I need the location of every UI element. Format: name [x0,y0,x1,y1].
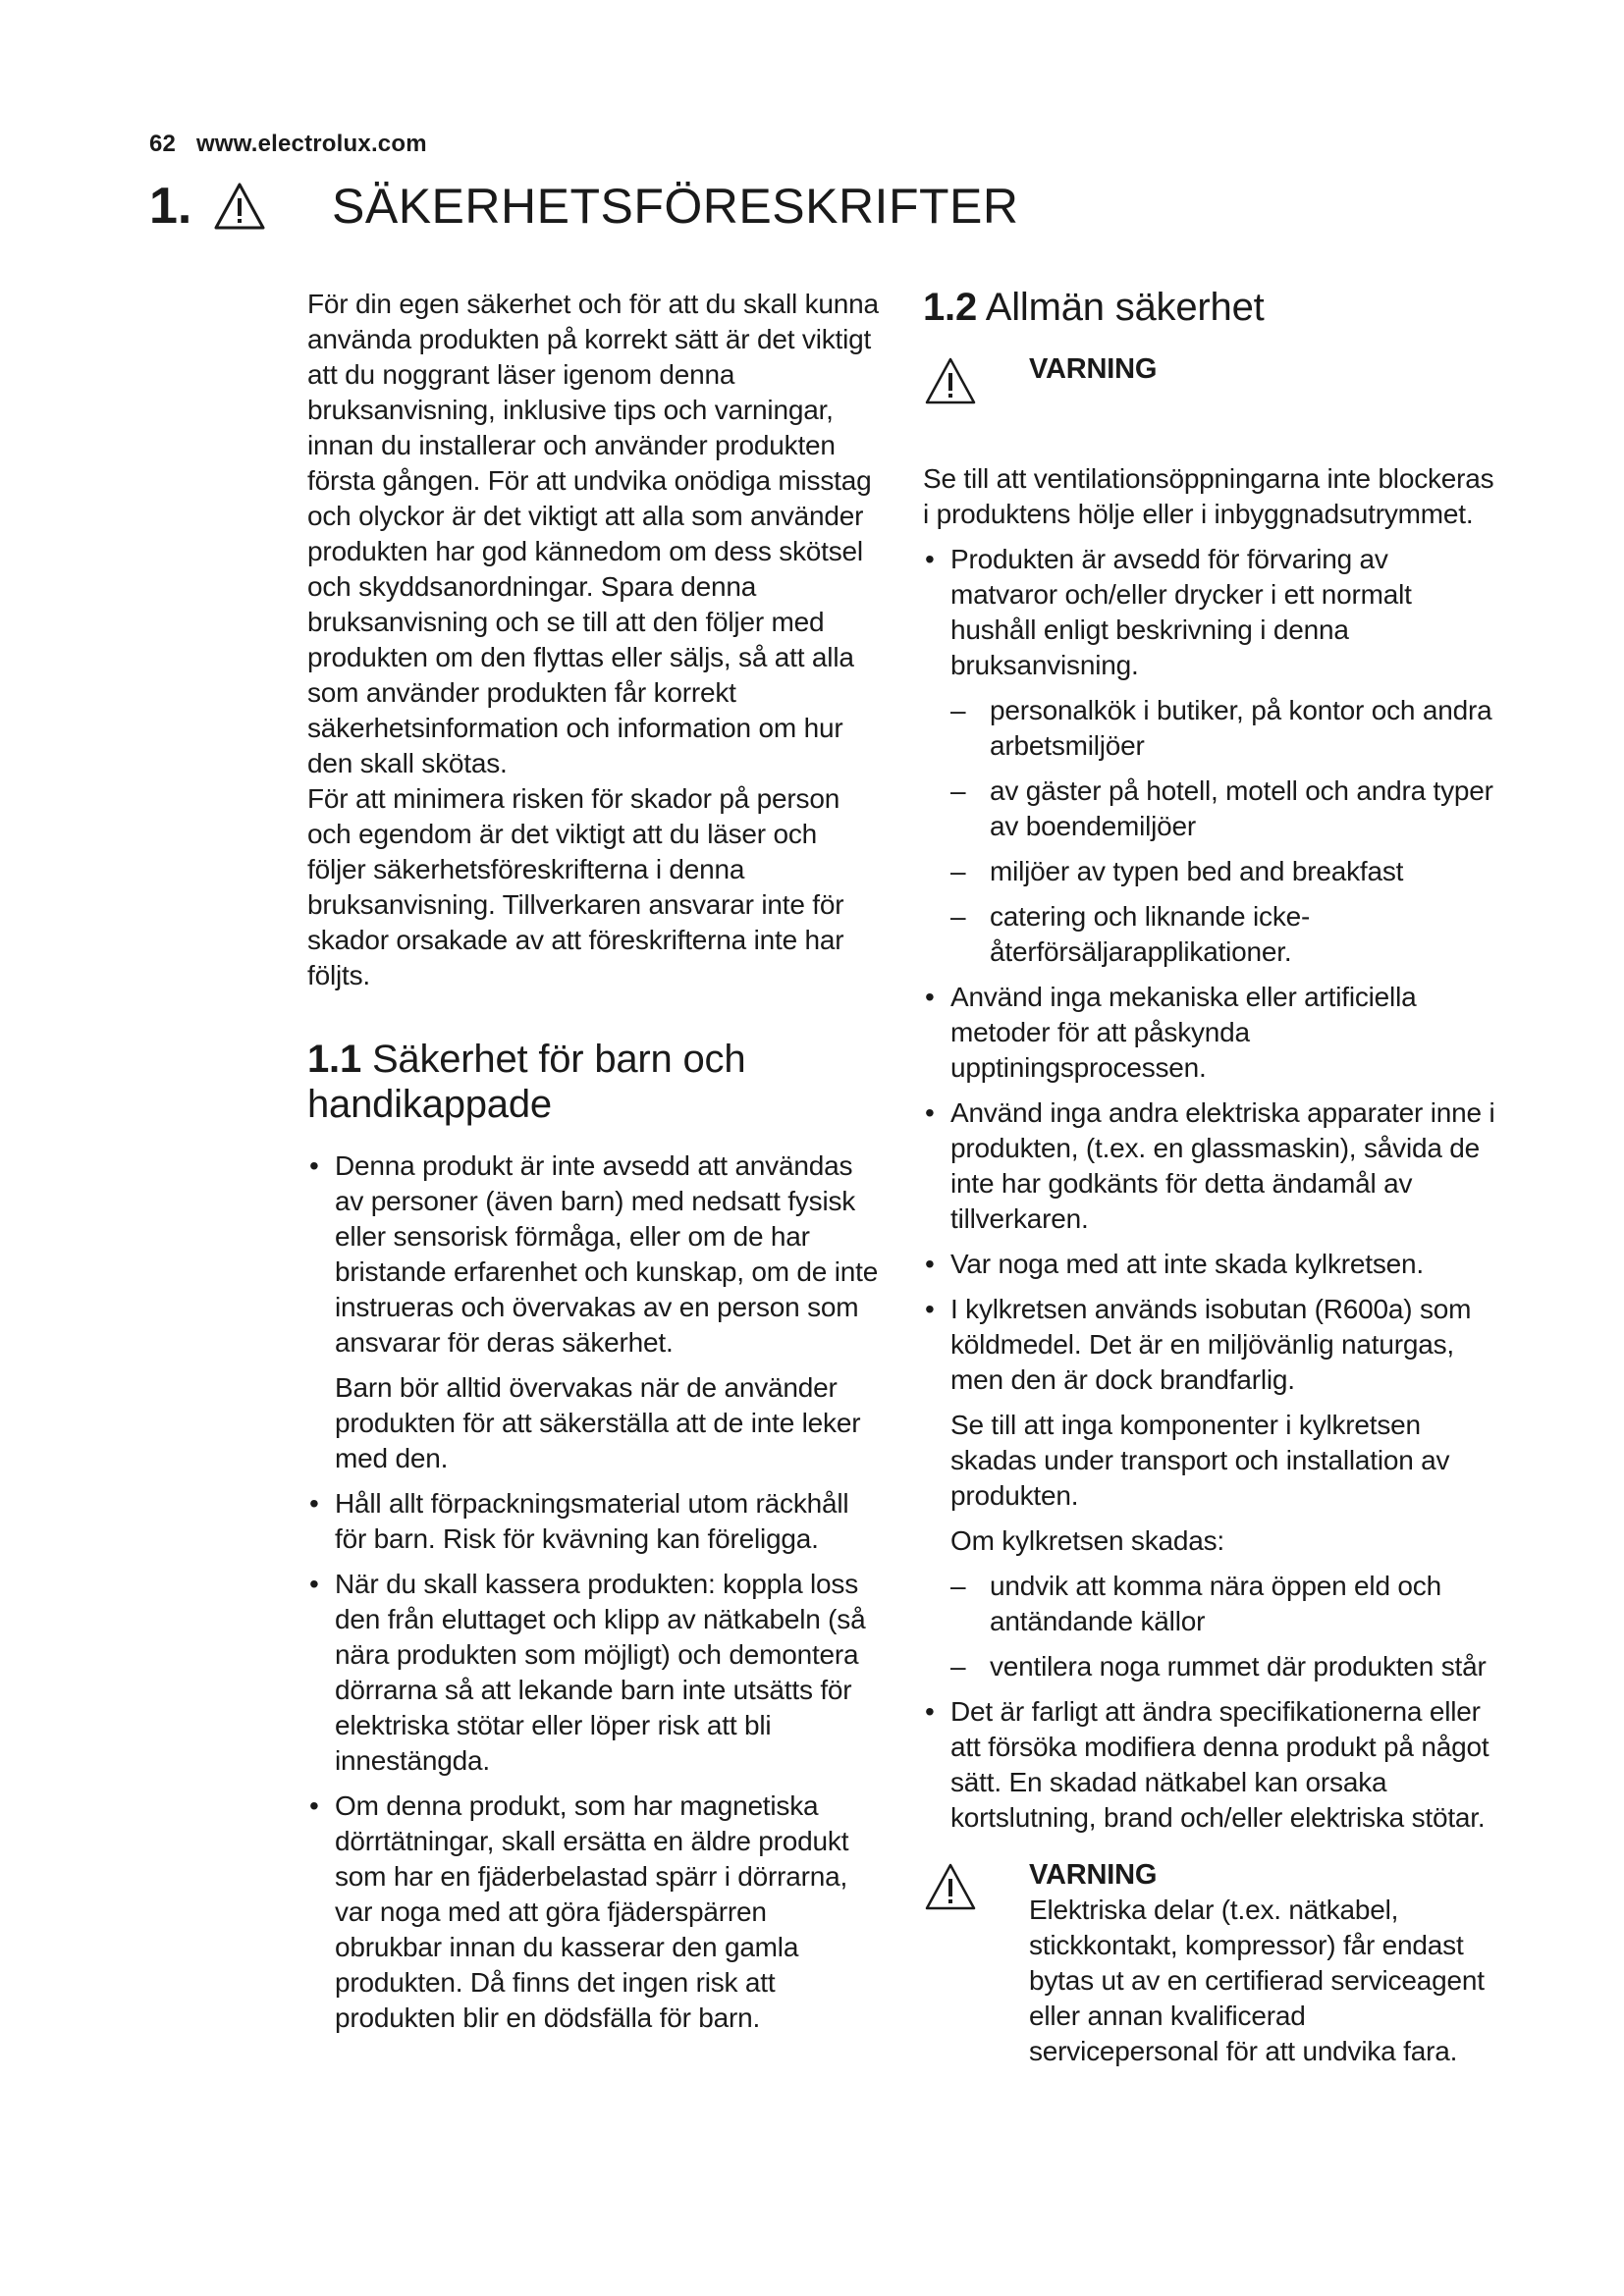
warning-label: VARNING [1029,353,1158,385]
dash-list [950,1569,1497,1684]
list-item [923,542,1497,970]
list-item [307,1148,879,1476]
list-item [307,1486,879,1557]
dash-item: – miljöer av typen bed and breakfast [950,854,1497,889]
list-item-text: Om denna produkt, som har magnetiska dörrtätningar, skall ersätta en äldre produkt som har en fjäderbelastad spärr i dörrarna, var noga med att göra fjäderspärren obrukbar innan du kasserar den gamla produkten. Då finns det ingen risk att produkten blir en dödsfälla för barn. [335,1790,849,2033]
warning-body [1029,1857,1497,2069]
chapter-title: SÄKERHETSFÖRESKRIFTER [332,179,1019,234]
list-item [923,1694,1497,1836]
child-safety-list [307,1148,879,2036]
section-1-2-heading [923,285,1497,330]
warning-triangle-icon [923,355,978,406]
warning-triangle-icon [212,181,267,232]
intro-paragraph-2: För att minimera risken för skador på person och egendom är det viktigt att du läser och följer säkerhetsföreskrifterna i denna bruksanvisning. Tillverkaren ansvarar inte för skador orsakade av att föreskrifterna inte har följts. [307,783,844,990]
list-item [307,1789,879,2036]
list-item [923,1247,1497,1282]
website: www.electrolux.com [195,131,427,157]
list-item-text: När du skall kassera produkten: koppla loss den från eluttaget och klipp av nätkabeln (så nära produkten som möjligt) och demontera dörrarna så att lekande barn inte utsätts för elektriska stötar eller löper risk att bli innestängda. [335,1569,866,1776]
list-item-text: I kylkretsen används isobutan (R600a) som köldmedel. Det är en miljövänlig naturgas, men den är dock brandfarlig. [950,1294,1472,1395]
list-item [923,980,1497,1086]
list-item-subtext: Barn bör alltid övervakas när de använder produkten för att säkerställa att de inte leker med den. [335,1372,861,1473]
list-item [307,1567,879,1779]
dash-item: – undvik att komma nära öppen eld och antändande källor [950,1569,1497,1639]
section-title: Säkerhet för barn och handikappade [307,1038,746,1126]
list-item-text: Använd inga andra elektriska apparater inne i produkten, (t.ex. en glassmaskin), såvida de inte har godkänts för detta ändamål av tillverkaren. [950,1097,1495,1234]
page-header [149,131,427,158]
warning-label: VARNING [1029,1859,1158,1891]
warning-triangle-icon [923,1861,978,1912]
list-item [923,1095,1497,1237]
intro-paragraph-1: För din egen säkerhet och för att du skall kunna använda produkten på korrekt sätt är det viktigt att du noggrant läser igenom denna bruksanvisning, inklusive tips och varningar, innan du installerar och använder produkten första gången. För att undvika onödiga misstag och olyckor är det viktigt att alla som använder produkten har god kännedom om dess skötsel och skyddsanordningar. Spara denna bruksanvisning och se till att den följer med produkten om den flyttas eller säljs, så att alla som använder produkten får korrekt säkerhetsinformation och information om hur den skall skötas. [307,289,879,778]
general-safety-list [923,542,1497,1836]
list-item-text: Var noga med att inte skada kylkretsen. [950,1249,1424,1279]
dash-item: – personalkök i butiker, på kontor och andra arbetsmiljöer [950,693,1497,764]
right-column [923,285,1497,2069]
list-item-text: Använd inga mekaniska eller artificiella metoder för att påskynda upptiningsprocessen. [950,982,1417,1083]
warning-text: Se till att ventilationsöppningarna inte blockeras i produktens hölje eller i inbyggnadsutrymmet. [923,463,1494,529]
list-item [923,1292,1497,1684]
page-number: 62 [149,131,177,157]
left-column [307,287,879,2046]
warning-block [923,1857,1497,2069]
section-1-1-heading [307,1037,879,1127]
list-item-text: Denna produkt är inte avsedd att användas av personer (även barn) med nedsatt fysisk eller sensorisk förmåga, eller om de har bristande erfarenhet och kunskap, om de inte instrueras och övervakas av en person som ansvarar för deras säkerhet. [335,1150,879,1358]
list-item-subtext: Om kylkretsen skadas: [950,1525,1224,1556]
warning-block [923,351,1497,406]
section-title: Allmän säkerhet [985,286,1265,329]
dash-item: – catering och liknande icke-återförsäljarapplikationer. [950,899,1497,970]
dash-item: – ventilera noga rummet där produkten står [950,1649,1497,1684]
section-number: 1.1 [307,1038,362,1081]
list-item-text: Det är farligt att ändra specifikationerna eller att försöka modifiera denna produkt på något sätt. En skadad nätkabel kan orsaka kortslutning, brand och/eller elektriska stötar. [950,1696,1489,1833]
list-item-text: Håll allt förpackningsmaterial utom räckhåll för barn. Risk för kvävning kan föreligga. [335,1488,849,1554]
section-number: 1.2 [923,286,978,329]
warning-text: Elektriska delar (t.ex. nätkabel, stickkontakt, kompressor) får endast bytas ut av en certifierad serviceagent eller annan kvalificerad servicepersonal för att undvika fara. [1029,1895,1485,2066]
list-item-text: Produkten är avsedd för förvaring av matvaror och/eller drycker i ett normalt hushåll enligt beskrivning i denna bruksanvisning. [950,544,1412,680]
list-item-subtext: Se till att inga komponenter i kylkretsen skadas under transport och installation av produkten. [950,1410,1450,1511]
dash-item: – av gäster på hotell, motell och andra typer av boendemiljöer [950,774,1497,844]
dash-list [950,693,1497,970]
chapter-heading [149,177,1019,236]
chapter-number: 1. [149,178,192,235]
